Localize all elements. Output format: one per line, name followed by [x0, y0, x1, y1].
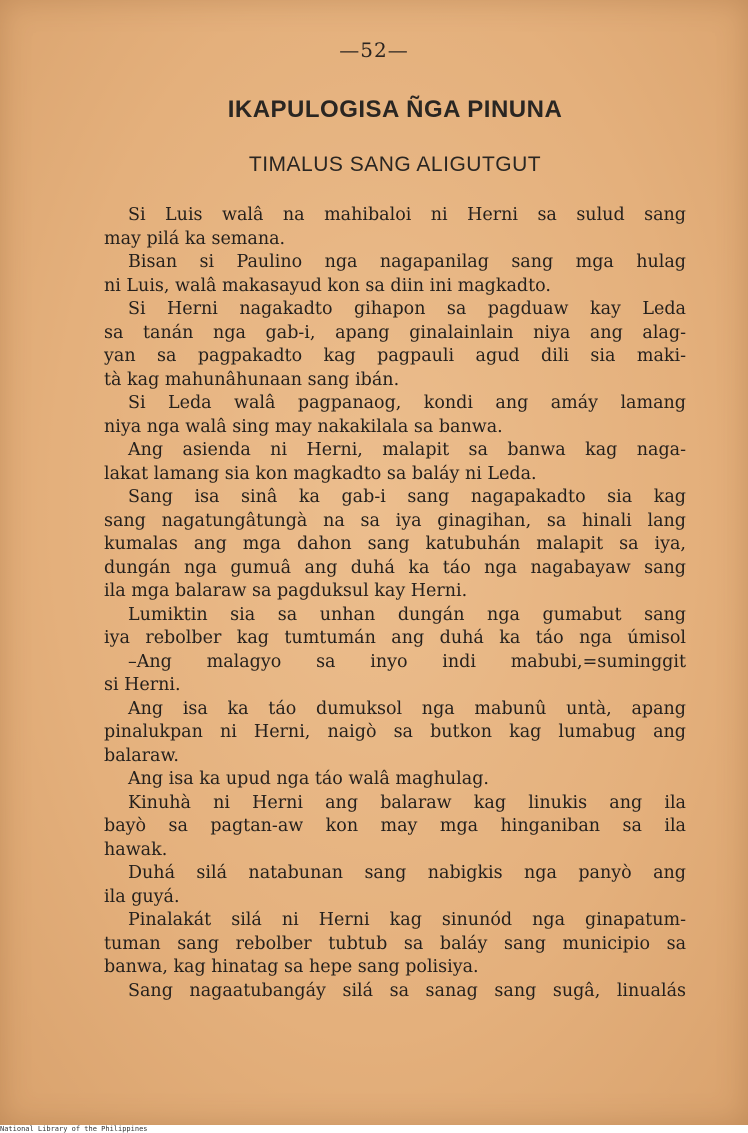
text-line: Bisan si Paulino nga nagapanilag sang mga hulag: [128, 252, 686, 272]
text-line: Ang isa ka táo dumuksol nga mabunû untà, apang: [128, 698, 686, 719]
text-line: Si Leda walâ pagpanaog, kondi ang amáy lamang: [128, 393, 686, 413]
text-line: banwa, kag hinatag sa hepe sang polisiya.: [104, 957, 479, 977]
text-line: Si Herni nagakadto gihapon sa pagduaw kay Leda: [128, 299, 686, 319]
text-line: –Ang malagyo sa inyo indi mabubi,=suminggit: [128, 651, 686, 672]
page-number: —52—: [339, 38, 409, 62]
text-line: Ang isa ka upud nga táo walâ maghulag.: [128, 769, 489, 789]
text-line: bayò sa pagtan-aw kon may mga hinganiban sa ila: [104, 816, 686, 836]
text-line: Si Luis walâ na mahibaloi ni Herni sa sulud sang: [128, 205, 686, 225]
text-line: Lumiktin sia sa unhan dungán nga gumabut sang: [128, 604, 686, 625]
text-line: tuman sang rebolber tubtub sa baláy sang municipio sa: [104, 933, 686, 954]
text-line: dungán nga gumuâ ang duhá ka táo nga nagabayaw sang: [104, 557, 686, 578]
library-credit: National Library of the Philippines: [0, 1125, 148, 1133]
text-line: kumalas ang mga dahon sang katubuhán malapit sa iya,: [104, 534, 686, 554]
text-line: balaraw.: [104, 745, 179, 766]
text-line: ila mga balaraw sa pagduksul kay Herni.: [104, 581, 468, 601]
chapter-title: IKAPULOGISA ÑGA PINUNA: [227, 96, 563, 123]
body-text: [104, 204, 686, 1003]
text-line: Sang isa sinâ ka gab-i sang nagapakadto sia kag: [128, 487, 686, 507]
text-line: sa tanán nga gab-i, apang ginalainlain niya ang alag-: [104, 322, 686, 343]
text-line: Sang nagaatubangáy silá sa sanag sang sugâ, linualás: [128, 980, 686, 1001]
text-line: lakat lamang sia kon magkadto sa baláy ni Leda.: [104, 463, 537, 484]
text-line: Kinuhà ni Herni ang balaraw kag linukis ang ila: [128, 792, 686, 813]
text-line: sang nagatungâtungà na sa iya ginagihan, sa hinali lang: [104, 510, 686, 531]
text-line: Ang asienda ni Herni, malapit sa banwa kag naga-: [128, 440, 686, 460]
text-line: Duhá silá natabunan sang nabigkis nga panyò ang: [128, 863, 686, 883]
text-line: iya rebolber kag tumtumán ang duhá ka táo nga úmisol: [104, 628, 686, 648]
text-line: si Herni.: [104, 675, 181, 695]
text-line: Pinalakát silá ni Herni kag sinunód nga ginapatum-: [128, 910, 686, 930]
text-line: hawak.: [104, 839, 168, 860]
text-line: may pilá ka semana.: [104, 228, 286, 249]
text-line: ila guyá.: [104, 886, 180, 907]
text-line: pinalukpan ni Herni, naigò sa butkon kag lumabug ang: [104, 722, 686, 742]
chapter-subtitle: TIMALUS SANG ALIGUTGUT: [248, 153, 542, 176]
text-line: tà kag mahunâhunaan sang ibán.: [104, 369, 400, 390]
text-line: ni Luis, walâ makasayud kon sa diin ini magkadto.: [104, 275, 551, 296]
text-line: yan sa pagpakadto kag pagpauli agud dili sia maki-: [104, 346, 686, 366]
text-line: niya nga walâ sing may nakakilala sa banwa.: [104, 416, 503, 437]
